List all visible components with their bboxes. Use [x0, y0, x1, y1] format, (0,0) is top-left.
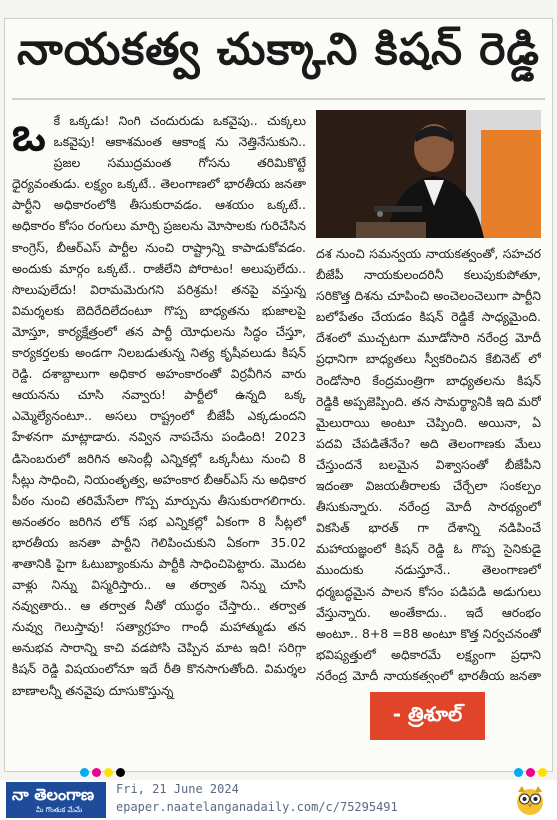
article-column-1 — [12, 110, 306, 760]
speaker-photo — [316, 110, 541, 238]
registration-marks-right — [514, 768, 547, 777]
article-headline: నాయకత్వ చుక్కాని కిషన్ రెడ్డి — [17, 24, 540, 75]
yellow-mark — [538, 768, 547, 777]
cyan-mark — [514, 768, 523, 777]
headline-divider — [12, 98, 545, 100]
magenta-mark — [526, 768, 535, 777]
column-2-text: దశ నుంచి సమన్వయ నాయకత్వంతో, సహచర బీజేపీ నాయకులందరినీ కలుపుకుపోతూ, సరికొత్త దిశను చూపించి అంచెలంచెలుగా పార్టీని బలోపేతం చేయడం కిషన్ రెడ్డికే సాధ్యమైంది. దేశంలో ముచ్చటగా మూడోసారి నరేంద్ర మోదీ ప్రధానిగా బాధ్యతలు స్వీకరించిన కేబినెట్ లో రెండోసారి కేంద్రమంత్రిగా బాధ్యతలను కిషన్ రెడ్డికి అప్పజెప్పింది. తన సామర్థ్యానికి ఇది మరో మైలురాయి అంటూ చెప్పింది. అయినా, ఏ పదవి చేపడితేనేం? అది తెలంగాణకు మేలు చేస్తుందనే బలమైన విశ్వాసంతో బీజేపీని ఇదంతా విజయతీరాలకు చేర్చేలా సంకల్పం తీసుకున్నారు. నరేంద్ర మోదీ సారథ్యంలో వికసిత్ భారత్ గా దేశాన్ని నడిపించే మహాయజ్ఞంలో కిషన్ రెడ్డి ఓ గొప్ప సైనికుడై ముందుకు నడుస్తూనే.. తెలంగాణలో ధర్మబద్ధమైన పాలన కోసం పడిపడి అడుగులు వేస్తున్నారు. అంతేకాదు.. ఇదే ఆరంభం అంటూ.. 8+8 =88 అంటూ కొత్త నిర్వచనంతో భవిష్యత్తులో అధికారమే లక్ష్యంగా ప్రధాని నరేంద్ర మోదీ నాయకత్వంలో భారతీయ జనతా — [316, 246, 541, 683]
owl-mascot-icon — [513, 784, 547, 816]
cyan-mark — [80, 768, 89, 777]
logo-text: నా తెలంగాణ — [12, 785, 95, 804]
author-byline: - త్రిశూల్ — [370, 692, 485, 740]
drop-cap: ఒ — [12, 110, 46, 161]
column-1-text: కే ఒక్కడు! నింగి చందురుడు ఒకవైపు.. చుక్కలు ఒకవైపు! ఆకాశమంత ఆకాంక్ష ను నెత్తినేసుకుని.. ప్రజల సముద్రమంత గోసను తరిమికొట్టే ధైర్యవంతుడు. లక్ష్యం ఒక్కటే.. తెలంగాణలో భారతీయ జనతా పార్టీని అధికారంలోకి తీసుకురావడం. ఆశయం ఒక్కటే.. అధికారం కోసం రంగులు మార్చి ప్రజలను మోసాలకు గురిచేసిన కాంగ్రెస్, బీఆర్ఎస్ పార్టీల నుంచి రాష్ట్రాన్ని కాపాడుకోవడం. అందుకు మార్గం ఒక్కటే.. రాజీలేని పోరాటం! అలుపులేదు.. సొలుపులేదు! విరామమెరుగని పరిశ్రమ! తనపై వస్తున్న విమర్శలకు బెదిరేదిలేదంటూ గొప్ప బాధ్యతను భుజాలపై మోస్తూ, కార్యక్షేత్రంలో తన పార్టీ యోధులను సిద్ధం చేస్తూ, కార్యకర్తలకు అండగా నిలబడుతున్న నిత్య కృషీవలుడు కిషన్ రెడ్డి. దశాబ్దాలుగా అధికార అహంకారంతో విర్రవీగిన వారు ఆయనను చూసి నవ్వారు! పార్టీలో ఉన్నది ఒక్క ఎమ్మెల్యేనంటూ.. అసలు రాష్ట్రంలో బీజేపీ ఎక్కడుందని హేళనగా మాట్లాడారు. నవ్విన నాపచేను పండింది! 2023 డిసెంబరులో జరిగిన అసెంబ్లీ ఎన్నికల్లో ఒక్కసీటు నుంచి 8 సీట్లు సాధించి, నియంతృత్వ, అహంకార బీఆర్ఎస్ ను అధికార పీఠం నుంచి తరిమేసేలా గొప్ప మార్పును తీసుకురాగలిగారు. అనంతరం జరిగిన లోక్ సభ ఎన్నికల్లో ఏకంగా 8 సీట్లలో భారతీయ జనతా పార్టీని గెలిపించుకుని ఏకంగా 35.02 శాతానికి పైగా ఓటుబ్యాంకును పార్టీకి సాధించిపెట్టారు. మొదట వాళ్లు నిన్ను విస్మరిస్తారు.. ఆ తర్వాత నిన్ను చూసి నవ్వుతారు.. ఆ తర్వాత నీతో యుద్ధం చేస్తారు.. తర్వాత నువ్వు గెలుస్తావు! సత్యాగ్రహం గాంధీ మహాత్ముడు తన అనుభవ సారాన్ని కాచి వడపోసి చెప్పిన మాట ఇది! సరిగ్గా కిషన్ రెడ్డి విషయంలోనూ ఇదే రీతి కొనసాగుతోంది. విమర్శల బాణాలన్నీ తనవైపు దూసుకొస్తున్న — [12, 113, 306, 698]
epaper-footer — [0, 780, 557, 820]
black-mark — [116, 768, 125, 777]
magenta-mark — [92, 768, 101, 777]
article-column-2 — [316, 243, 541, 683]
yellow-mark — [104, 768, 113, 777]
newspaper-logo[interactable] — [6, 782, 106, 818]
epaper-url-link[interactable]: epaper.naatelanganadaily.com/c/75295491 — [116, 800, 398, 814]
logo-tagline: మీ గొంతుక మేమే — [36, 806, 83, 814]
edition-date: Fri, 21 June 2024 — [116, 782, 239, 796]
speaker-at-podium-photo — [316, 110, 541, 238]
registration-marks-left — [80, 768, 125, 777]
